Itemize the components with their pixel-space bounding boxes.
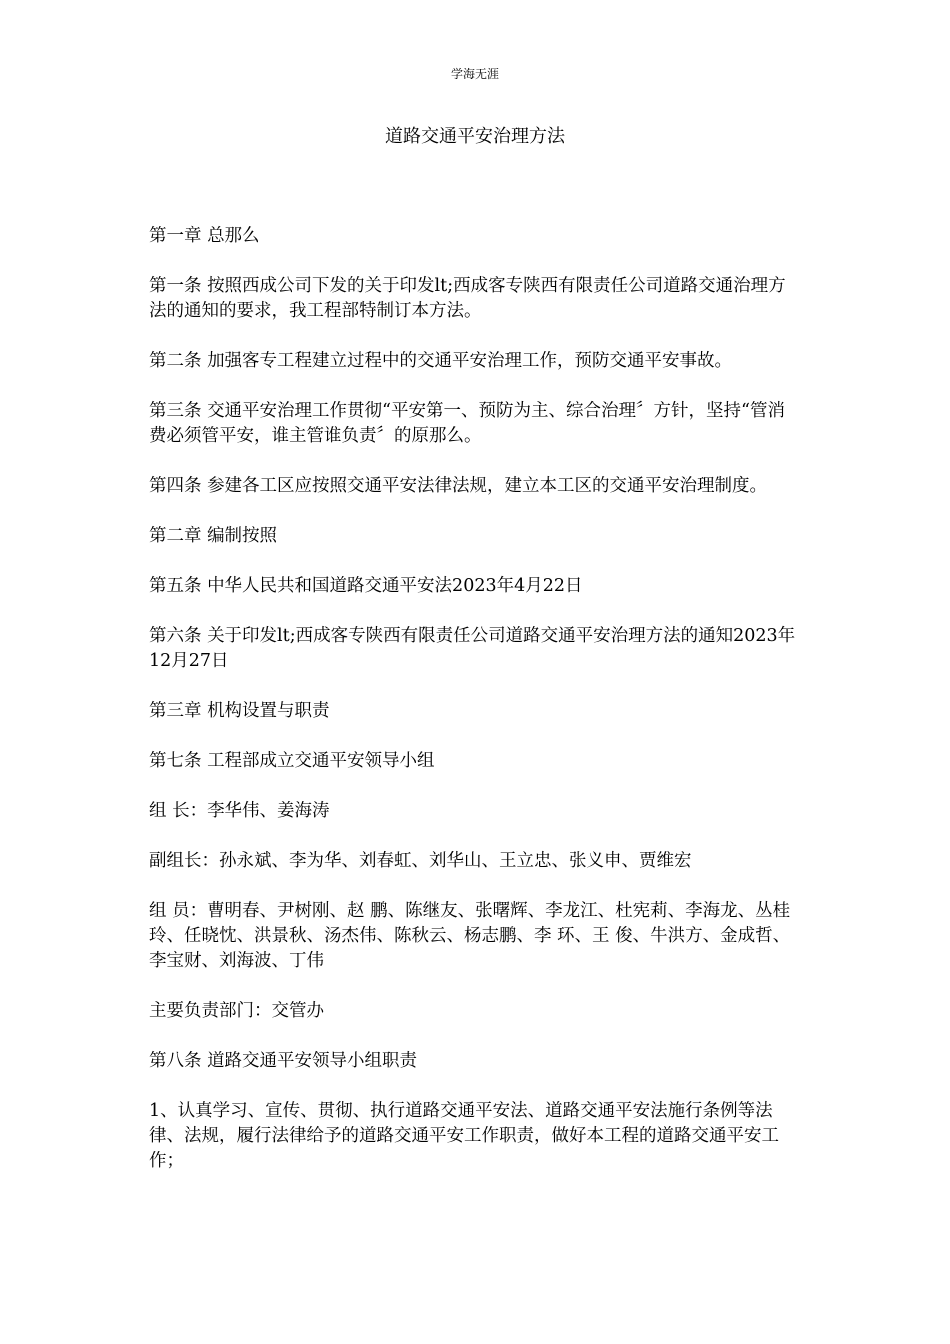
article-7: 第七条 工程部成立交通平安领导小组 [149,751,435,771]
responsible-department: 主要负责部门：交管办 [149,1001,324,1021]
group-leaders: 组 长：李华伟、姜海涛 [149,801,330,821]
chapter-2-heading: 第二章 编制按照 [149,526,278,546]
article-2: 第二条 加强客专工程建立过程中的交通平安治理工作，预防交通平安事故。 [149,351,733,371]
article-8: 第八条 道路交通平安领导小组职责 [149,1051,418,1071]
document-title: 道路交通平安治理方法 [385,126,565,147]
page-header: 学海无涯 [450,67,499,81]
article-1: 第一条 按照西成公司下发的关于印发lt;西成客专陕西有限责任公司道路交通治理方法的通知的要求，我工程部特制订本方法。 [149,276,786,321]
article-5: 第五条 中华人民共和国道路交通平安法2023年4月22日 [149,576,583,596]
duty-item-1: 1、认真学习、宣传、贯彻、执行道路交通平安法、道路交通平安法施行条例等法律、法规，履行法律给予的道路交通平安工作职责，做好本工程的道路交通平安工作； [149,1101,779,1171]
document-body [149,224,801,1199]
article-3: 第三条 交通平安治理工作贯彻“平安第一、预防为主、综合治理〞方针，坚持“管消费必须管平安，谁主管谁负责〞的原那么。 [149,401,785,446]
chapter-1-heading: 第一章 总那么 [149,226,260,246]
article-4: 第四条 参建各工区应按照交通平安法律法规，建立本工区的交通平安治理制度。 [149,476,768,496]
chapter-3-heading: 第三章 机构设置与职责 [149,701,330,721]
article-6: 第六条 关于印发lt;西成客专陕西有限责任公司道路交通平安治理方法的通知2023年12月27日 [149,626,796,671]
group-members: 组 员：曹明春、尹树刚、赵 鹏、陈继友、张曙辉、李龙江、杜宪莉、李海龙、丛桂玲、任晓忱、洪景秋、汤杰伟、陈秋云、杨志鹏、李 环、王 俊、牛洪方、金成哲、李宝财、刘海波、丁伟 [149,901,791,971]
group-deputy-leaders: 副组长：孙永斌、李为华、刘春虹、刘华山、王立忠、张义申、贾维宏 [149,851,692,871]
